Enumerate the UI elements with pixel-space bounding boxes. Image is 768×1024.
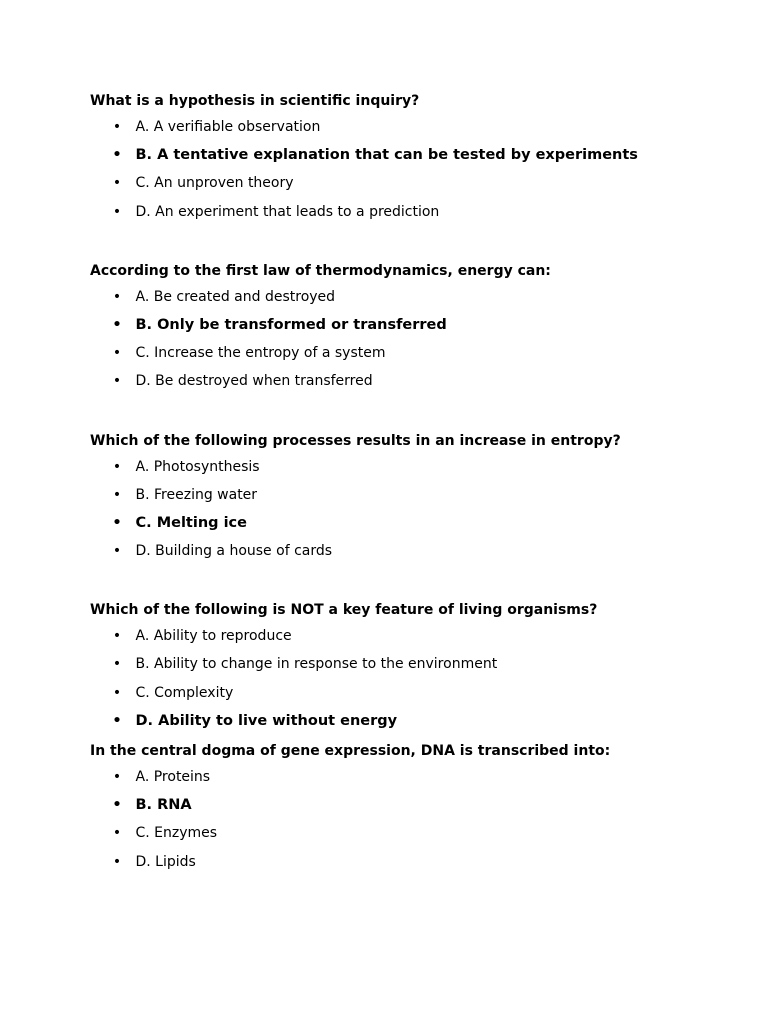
question-text: According to the first law of thermodynamics, energy can: [90, 262, 551, 279]
option-label: B. A tentative explanation that can be tested by experiments [135, 147, 638, 164]
option-item-correct [90, 146, 730, 174]
option-item [90, 627, 730, 655]
question-3 [90, 430, 730, 571]
bullet-icon: • [112, 345, 122, 362]
question-text: What is a hypothesis in scientific inquiry? [90, 93, 420, 109]
option-item [90, 684, 730, 712]
option-list [90, 768, 730, 881]
option-label: D. Building a house of cards [135, 543, 333, 560]
bullet-icon: • [112, 175, 122, 192]
option-label: B. Freezing water [135, 486, 258, 503]
option-label: C. An unproven theory [135, 175, 294, 192]
question-text: Which of the following is NOT a key feature of living organisms? [90, 602, 598, 619]
option-label: B. Ability to change in response to the environment [135, 656, 498, 673]
option-item-correct [90, 796, 730, 824]
option-item [90, 458, 730, 486]
question-text: Which of the following processes results in an increase in entropy? [90, 432, 621, 449]
option-item [90, 486, 730, 514]
option-item [90, 372, 730, 400]
bullet-icon: • [112, 486, 122, 503]
option-label: C. Increase the entropy of a system [135, 345, 386, 362]
option-label: A. Ability to reproduce [135, 628, 292, 645]
option-item [90, 344, 730, 372]
option-item [90, 203, 730, 231]
question-text: In the central dogma of gene expression, DNA is transcribed into: [90, 743, 611, 759]
option-item [90, 824, 730, 852]
option-item-correct [90, 712, 730, 740]
option-item-correct [90, 514, 730, 542]
bullet-icon: • [112, 203, 122, 220]
option-item [90, 118, 730, 146]
option-item [90, 768, 730, 796]
option-label: A. Be created and destroyed [135, 288, 336, 305]
option-list [90, 458, 730, 571]
option-label: D. Ability to live without energy [135, 712, 398, 729]
bullet-icon: • [112, 684, 122, 701]
option-label: B. RNA [135, 797, 192, 814]
option-label: D. An experiment that leads to a prediction [135, 203, 440, 220]
option-label: B. Only be transformed or transferred [135, 316, 447, 333]
option-list [90, 118, 730, 231]
option-label: A. Proteins [135, 769, 211, 785]
option-label: A. Photosynthesis [135, 458, 260, 475]
question-spacer [90, 401, 730, 430]
option-list [90, 627, 730, 740]
bullet-icon: • [112, 628, 122, 645]
option-list [90, 288, 730, 401]
option-item [90, 288, 730, 316]
option-item [90, 853, 730, 881]
option-label: C. Enzymes [135, 825, 218, 842]
option-item [90, 542, 730, 570]
bullet-icon: • [112, 712, 122, 729]
bullet-icon: • [112, 288, 122, 305]
question-1 [90, 90, 730, 231]
option-label: D. Be destroyed when transferred [135, 373, 373, 390]
bullet-icon: • [112, 853, 122, 870]
option-label: A. A verifiable observation [135, 119, 321, 135]
question-spacer [90, 231, 730, 260]
option-item [90, 174, 730, 202]
bullet-icon: • [112, 147, 122, 164]
bullet-icon: • [112, 514, 122, 531]
bullet-icon: • [112, 316, 122, 333]
question-spacer [90, 570, 730, 599]
option-label: D. Lipids [135, 853, 196, 870]
bullet-icon: • [112, 119, 122, 135]
option-label: C. Melting ice [135, 514, 247, 531]
quiz-document [90, 90, 730, 881]
bullet-icon: • [112, 543, 122, 560]
question-4 [90, 599, 730, 740]
bullet-icon: • [112, 797, 122, 814]
option-item [90, 655, 730, 683]
bullet-icon: • [112, 769, 122, 785]
question-5 [90, 740, 730, 881]
question-2 [90, 260, 730, 401]
bullet-icon: • [112, 458, 122, 475]
option-item-correct [90, 316, 730, 344]
bullet-icon: • [112, 373, 122, 390]
option-label: C. Complexity [135, 684, 234, 701]
bullet-icon: • [112, 825, 122, 842]
bullet-icon: • [112, 656, 122, 673]
